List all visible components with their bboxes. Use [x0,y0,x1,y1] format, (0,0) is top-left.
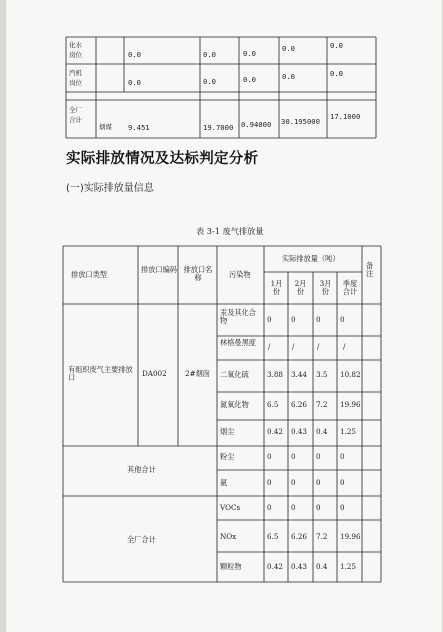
data-cell: 0 [267,478,272,487]
data-cell: 0 [291,315,296,324]
data-cell: 3.5 [316,370,328,379]
data-cell: 10.82 [340,370,361,379]
pollutant-cell: 林格曼黑度 [220,338,256,347]
data-cell: 0 [267,503,272,512]
data-cell: 19.96 [340,532,361,541]
header-month1: 1月份 [270,279,283,297]
top-cell: 0.0 [203,50,216,59]
data-cell: 6.5 [267,400,279,409]
data-cell: 0.4 [316,427,328,436]
data-cell: 1.25 [340,427,357,436]
pollutant-cell: VOCs [220,503,241,512]
pollutant-cell: 粉尘 [220,452,235,461]
data-cell: 0.42 [267,427,284,436]
group2-label: 其他合计 [127,465,156,474]
data-cell: 0.42 [267,562,284,571]
data-cell: / [343,342,346,351]
header-actual: 实际排放量（吨） [282,254,340,263]
top-cell: 9.451 [128,123,150,132]
header-code: 排放口编码 [141,265,177,274]
top-row-label: 化水 [69,41,82,49]
data-cell: 1.25 [340,562,357,571]
data-cell: / [292,342,295,351]
top-cell: 0.0 [243,49,256,58]
data-cell: 0 [267,315,272,324]
pollutant-cell: 汞及其化合物 [220,308,256,326]
data-cell: 0 [316,315,321,324]
group1-name: 2#烟囱 [185,369,210,378]
data-cell: 6.26 [291,400,308,409]
group3-label: 全厂合计 [127,535,156,544]
data-cell: 7.2 [316,400,328,409]
top-cell: 17.1000 [330,112,361,121]
pollutant-cell: 氨 [220,478,228,487]
header-pollutant: 污染物 [229,270,251,279]
top-cell: 0.0 [282,44,295,53]
data-cell: 0.43 [291,562,308,571]
data-cell: 0 [316,478,321,487]
top-cell: 0.0 [243,75,256,84]
data-cell: / [317,342,320,351]
top-row-label: 合计 [69,116,82,124]
header-type: 排放口类型 [71,270,107,279]
pollutant-cell: 烟尘 [220,427,235,436]
group1-code: DA002 [142,369,167,378]
data-cell: 0 [316,503,321,512]
data-cell: 0 [316,452,321,461]
header-quarter: 季度合计 [342,279,358,297]
data-cell: 6.5 [267,532,279,541]
data-cell: 0.43 [291,427,308,436]
data-cell: 0 [340,452,345,461]
table-caption: 表 3-1 废气排放量 [196,226,264,236]
top-cell: 0.0 [330,69,343,78]
top-row-label: 全厂 [69,106,82,114]
top-row-label: 岗位 [69,51,82,59]
data-cell: 0.4 [316,562,328,571]
top-cell: 0.0 [203,77,216,86]
data-cell: 0 [291,503,296,512]
top-cell: 0.0 [282,72,295,81]
pollutant-cell: 二氧化硫 [220,370,249,379]
data-cell: 6.26 [291,532,308,541]
header-month2: 2月份 [294,279,307,297]
pollutant-cell: 颗粒物 [220,562,242,571]
data-cell: 7.2 [316,532,328,541]
subsection-heading: (一)实际排放量信息 [66,183,154,194]
data-cell: 19.96 [340,400,361,409]
data-cell: 0 [267,452,272,461]
header-name: 排放口名称 [183,265,213,283]
header-month3: 3月份 [319,279,332,297]
top-cell: 0.0 [128,78,141,87]
data-cell: 0 [340,503,345,512]
top-cell: 19.7000 [203,123,234,132]
top-cell: 0.0 [128,50,141,59]
data-cell: 0 [340,478,345,487]
data-cell: 3.88 [267,370,284,379]
top-cell: 30.195000 [281,117,320,126]
top-row-label: 汽机 [69,69,82,77]
data-cell: 3.44 [291,370,308,379]
pollutant-cell: NOx [220,532,237,541]
pollutant-cell: 氮氧化物 [220,400,249,409]
top-fuel: 烟煤 [99,123,112,131]
top-row-label: 岗位 [69,79,82,87]
data-cell: 0 [340,315,345,324]
top-cell: 0.0 [330,41,343,50]
top-cell: 0.94000 [241,120,272,129]
data-cell: 0 [291,452,296,461]
section-heading: 实际排放情况及达标判定分析 [66,151,259,167]
data-cell: / [268,342,271,351]
data-cell: 0 [291,478,296,487]
group1-type: 有组织废气主要排放口 [68,365,133,383]
header-remark: 备注 [366,261,374,279]
